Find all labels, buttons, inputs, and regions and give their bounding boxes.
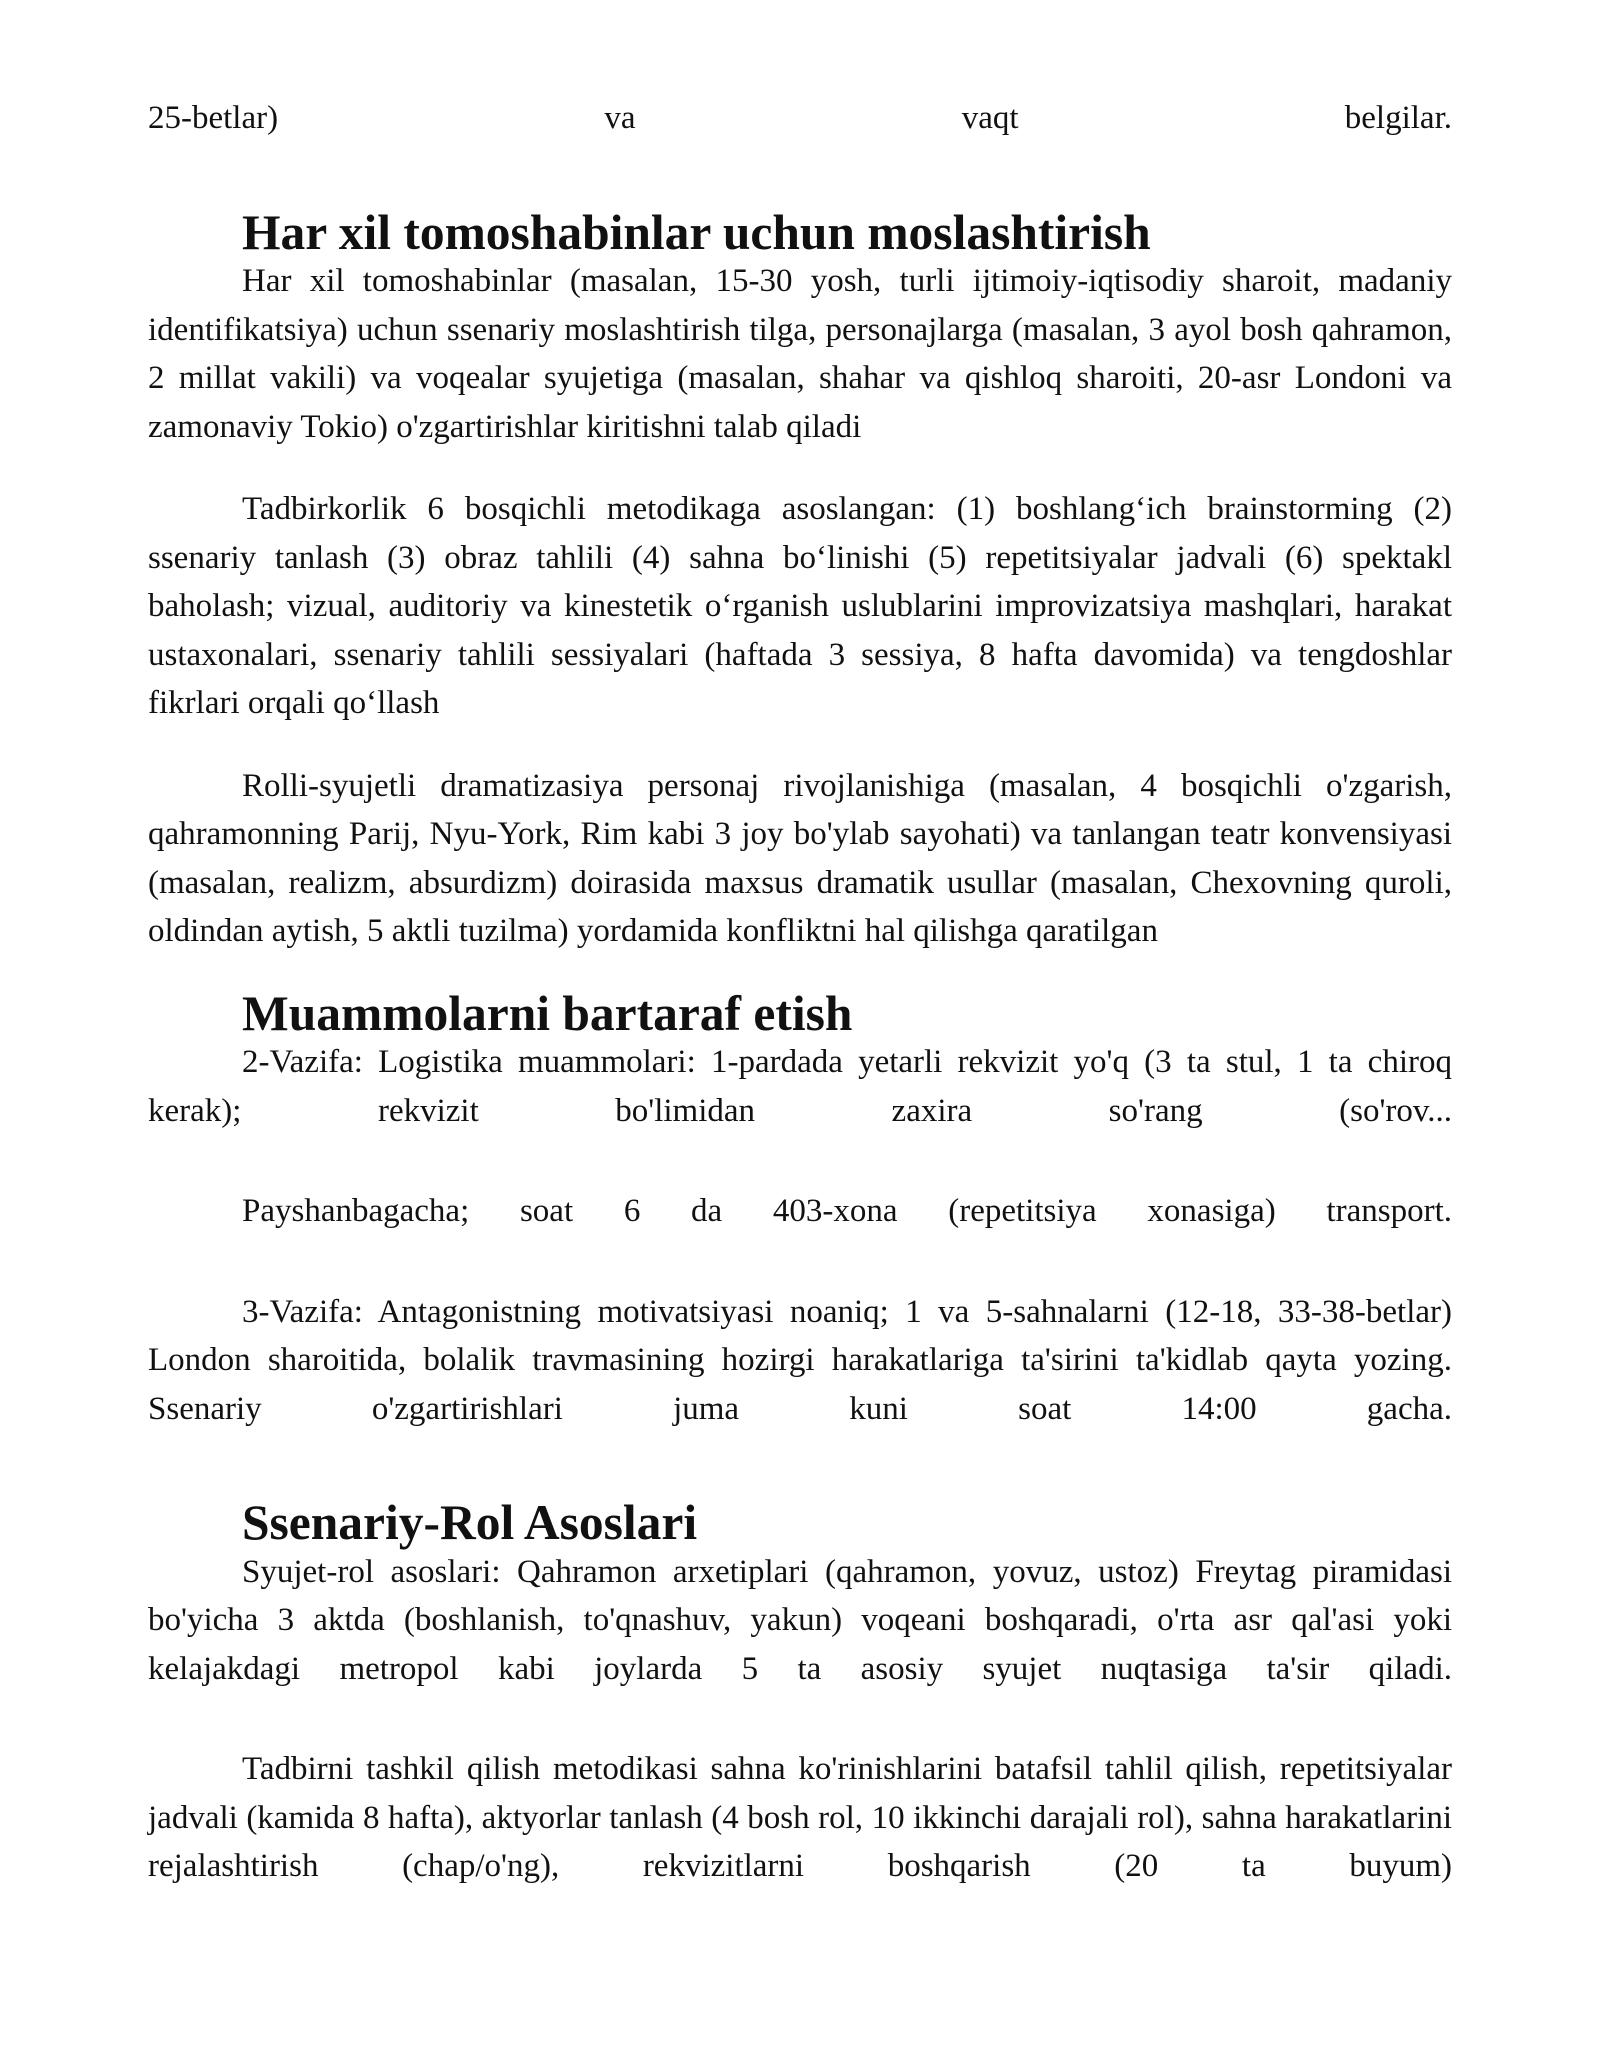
paragraph-continuation: 25-betlar) va vaqt belgilar. xyxy=(148,100,1452,136)
paragraph-dramatization: Rolli-syujetli dramatizasiya personaj rivojlanishiga (masalan, 4 bosqichli o'zgarish, qahramonning Parij, Nyu-York, Rim kabi 3 joy bo'ylab sayohati) va tanlangan teatr konvensiyasi (masalan, realizm, absurdizm) doirasida maxsus dramatik usullar (masalan, Chexovning quroli, oldindan aytish, 5 aktli tuzilma) yordamida konfliktni hal qilishga qaratilgan xyxy=(148,767,1452,949)
paragraph-transport: Payshanbagacha; soat 6 da 403-xona (repetitsiya xonasiga) transport. xyxy=(242,1193,1452,1229)
paragraph-audience-adaptation: Har xil tomoshabinlar (masalan, 15-30 yosh, turli ijtimoiy-iqtisodiy sharoit, madaniy identifikatsiya) uchun ssenariy moslashtirish tilga, personajlarga (masalan, 3 ayol bosh qahramon, 2 millat vakili) va voqealar syujetiga (masalan, shahar va qishloq sharoiti, 20-asr Londoni va zamonaviy Tokio) o'zgartirishlar kiritishni talab qiladi xyxy=(148,263,1452,445)
document-body xyxy=(148,94,1452,1891)
section-heading-troubleshooting: Muammolarni bartaraf etish xyxy=(242,985,853,1041)
paragraph-plot-role: Syujet-rol asoslari: Qahramon arxetiplari (qahramon, yovuz, ustoz) Freytag piramidasi bo'yicha 3 aktda (boshlanish, to'qnashuv, yakun) voqeani boshqaradi, o'rta asr qal'asi yoki kelajakdagi metropol kabi joylarda 5 ta asosiy syujet nuqtasiga ta'sir qiladi. xyxy=(148,1553,1452,1687)
paragraph-task-2: 2-Vazifa: Logistika muammolari: 1-pardada yetarli rekvizit yo'q (3 ta stul, 1 ta chiroq kerak); rekvizit bo'limidan zaxira so'rang (so'rov... xyxy=(148,1044,1452,1129)
paragraph-task-3: 3-Vazifa: Antagonistning motivatsiyasi noaniq; 1 va 5-sahnalarni (12-18, 33-38-betlar) London sharoitida, bolalik travmasining hozirgi harakatlariga ta'sirini ta'kidlab qayta yozing. Ssenariy o'zgartirishlari juma kuni soat 14:00 gacha. xyxy=(148,1293,1452,1427)
section-heading-script-role: Ssenariy-Rol Asoslari xyxy=(242,1495,698,1550)
paragraph-event-organization: Tadbirni tashkil qilish metodikasi sahna ko'rinishlarini batafsil tahlil qilish, repetitsiyalar jadvali (kamida 8 hafta), aktyorlar tanlash (4 bosh rol, 10 ikkinchi darajali rol), sahna harakatlarini rejalashtirish (chap/o'ng), rekvizitlarni boshqarish (20 ta buyum) xyxy=(148,1751,1452,1884)
section-heading-audiences: Har xil tomoshabinlar uchun moslashtirish xyxy=(242,204,1151,260)
paragraph-methodology: Tadbirkorlik 6 bosqichli metodikaga asoslangan: (1) boshlang‘ich brainstorming (2) ssenariy tanlash (3) obraz tahlili (4) sahna bo‘linishi (5) repetitsiyalar jadvali (6) spektakl baholash; vizual, auditoriy va kinestetik o‘rganish uslublarini improvizatsiya mashqlari, harakat ustaxonalari, ssenariy tahlili sessiyalari (haftada 3 sessiya, 8 hafta davomida) va tengdoshlar fikrlari orqali qo‘llash xyxy=(148,491,1452,721)
